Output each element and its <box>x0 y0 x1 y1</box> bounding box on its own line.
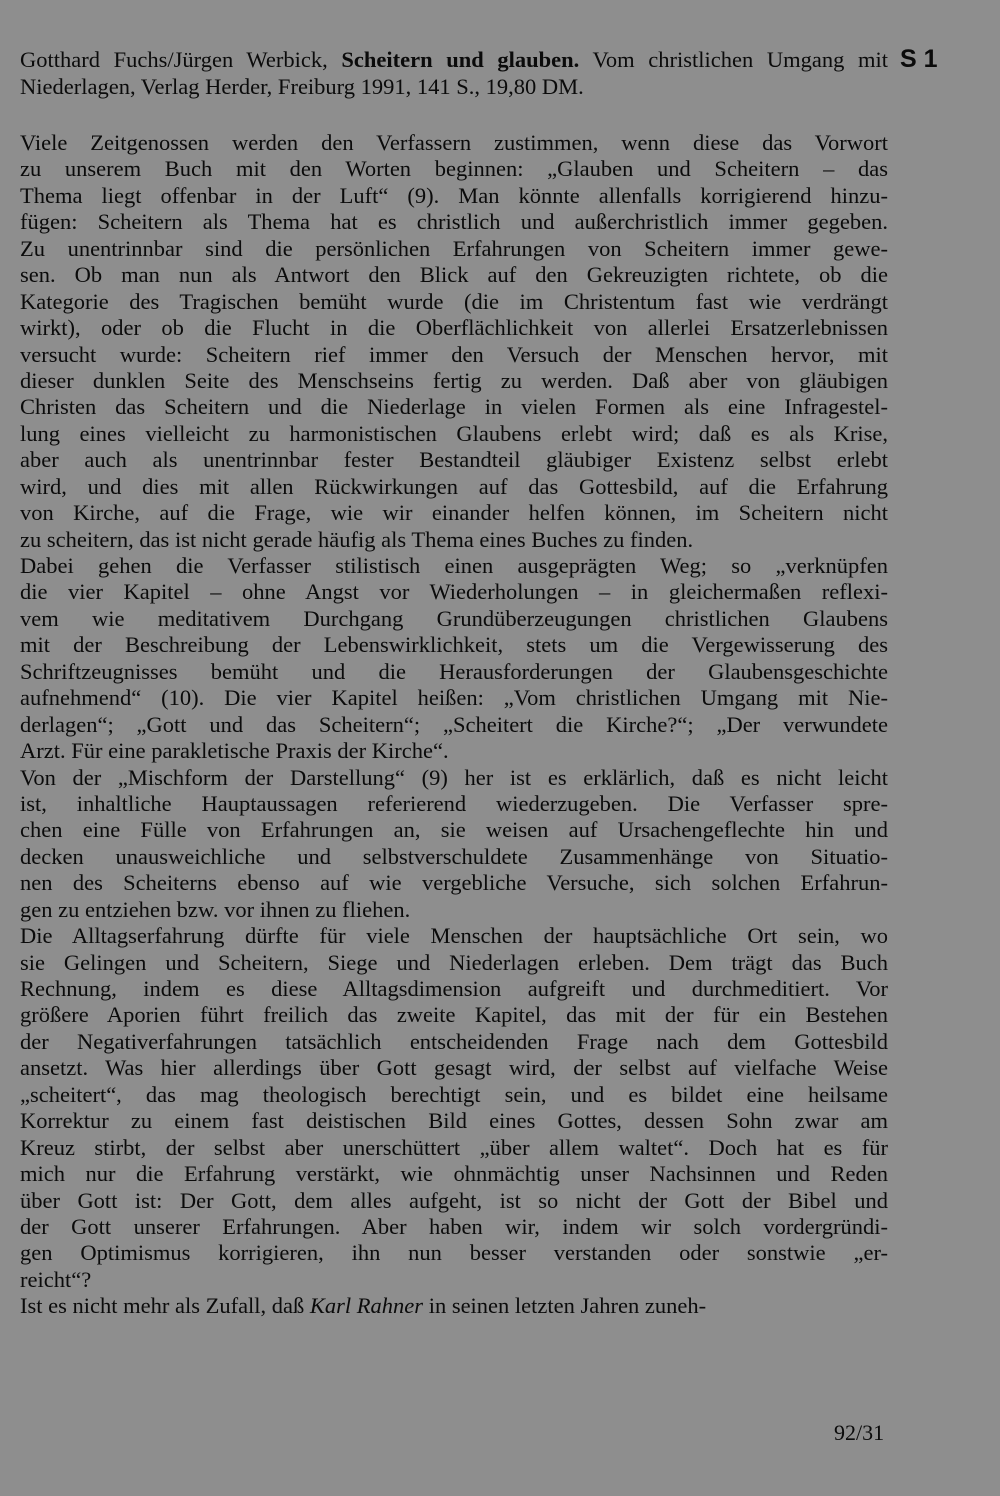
text-line: von Kirche, auf die Frage, wie wir einander helfen können, im Scheitern nicht <box>20 500 888 526</box>
text-line: wirkt), oder ob die Flucht in die Oberflächlichkeit von allerlei Ersatzerlebnissen <box>20 315 888 341</box>
review-lines <box>20 130 888 1293</box>
text-line: Schriftzeugnisses bemüht und die Herausforderungen der Glaubensgeschichte <box>20 658 888 684</box>
text-line: chen eine Fülle von Erfahrungen an, sie weisen auf Ursachengeflechte hin und <box>20 817 888 843</box>
text-line: lung eines vielleicht zu harmonistischen Glaubens erlebt wird; daß es als Krise, <box>20 420 888 446</box>
text-line: sen. Ob man nun als Antwort den Blick auf den Gekreuzigten richtete, ob die <box>20 262 888 288</box>
text-line: die vier Kapitel – ohne Angst vor Wiederholungen – in gleichermaßen reflexi- <box>20 579 888 605</box>
text-line: größere Aporien führt freilich das zweite Kapitel, das mit der für ein Bestehen <box>20 1002 888 1028</box>
text-line: fügen: Scheitern als Thema hat es christlich und außerchristlich immer gegeben. <box>20 209 888 235</box>
text-line: ist, inhaltliche Hauptaussagen referierend wiederzugeben. Die Verfasser spre- <box>20 790 888 816</box>
text-line: mich nur die Erfahrung verstärkt, wie ohnmächtig unser Nachsinnen und Reden <box>20 1161 888 1187</box>
text-line: gen zu entziehen bzw. vor ihnen zu fliehen. <box>20 896 411 922</box>
text-line: „scheitert“, das mag theologisch berechtigt sein, und es bildet eine heilsame <box>20 1081 888 1107</box>
section-label: S 1 <box>900 45 938 73</box>
text-line: Rechnung, indem es diese Alltagsdimension aufgreift und durchmeditiert. Vor <box>20 976 888 1001</box>
text-line: nen des Scheiterns ebenso auf wie vergebliche Versuche, sich solchen Erfahrun- <box>20 870 888 896</box>
citation-authors: Gotthard Fuchs/Jürgen Werbick, <box>20 47 328 72</box>
text-line: Korrektur zu einem fast deistischen Bild eines Gottes, dessen Sohn zwar am <box>20 1108 888 1134</box>
review-body <box>20 130 888 1320</box>
text-line: Thema liegt offenbar in der Luft“ (9). Man könnte allenfalls korrigierend hinzu- <box>20 182 888 208</box>
text-line: vem wie meditativem Durchgang Grundüberzeugungen christlichen Glaubens <box>20 605 888 631</box>
text-line: Zu unentrinnbar sind die persönlichen Erfahrungen von Scheitern immer gewe- <box>20 235 888 261</box>
text-line: zu unserem Buch mit den Worten beginnen: „Glauben und Scheitern – das <box>20 156 888 182</box>
book-title: Scheitern und glauben. <box>341 47 580 72</box>
page-number: 92/31 <box>834 1420 885 1445</box>
text-line: versucht wurde: Scheitern rief immer den Versuch der Menschen hervor, mit <box>20 341 888 367</box>
text-line: wird, und dies mit allen Rückwirkungen auf das Gottesbild, auf die Erfahrung <box>20 473 888 499</box>
author-name-emphasis: Karl Rahner <box>309 1293 424 1319</box>
citation-header <box>20 46 888 100</box>
text-line: Die Alltagserfahrung dürfte für viele Menschen der hauptsächliche Ort sein, wo <box>20 923 888 949</box>
text-line: ansetzt. Was hier allerdings über Gott gesagt wird, der selbst auf vielfache Weise <box>20 1055 888 1081</box>
citation-details: Vom christlichen Umgang mit Niederlagen, Verlag Herder, Freiburg 1991, 141 S., 19,80 DM. <box>20 47 889 99</box>
text-line: zu scheitern, das ist nicht gerade häufig als Thema eines Buches zu finden. <box>20 526 694 552</box>
text-line: Viele Zeitgenossen werden den Verfassern zustimmen, wenn diese das Vorwort <box>20 130 888 155</box>
text-line: über Gott ist: Der Gott, dem alles aufgeht, ist so nicht der Gott der Bibel und <box>20 1187 888 1213</box>
text-line: Arzt. Für eine parakletische Praxis der Kirche“. <box>20 738 449 764</box>
text-line: der Negativerfahrungen tatsächlich entscheidenden Frage nach dem Gottesbild <box>20 1028 888 1054</box>
text-line: mit der Beschreibung der Lebenswirklichkeit, stets um die Vergewisserung des <box>20 632 888 658</box>
text-line: Ist es nicht mehr als Zufall, daß Karl Rahner in seinen letzten Jahren zuneh- <box>20 1293 707 1319</box>
text-line: aber auch als unentrinnbar fester Bestandteil gläubiger Existenz selbst erlebt <box>20 447 888 473</box>
text-line: derlagen“; „Gott und das Scheitern“; „Scheitert die Kirche?“; „Der verwundete <box>20 711 888 737</box>
text-line: aufnehmend“ (10). Die vier Kapitel heißen: „Vom christlichen Umgang mit Nie- <box>20 685 888 711</box>
text-line: Von der „Mischform der Darstellung“ (9) her ist es erklärlich, daß es nicht leicht <box>20 764 888 790</box>
text-line: Christen das Scheitern und die Niederlage in vielen Formen als eine Infragestel- <box>20 394 888 420</box>
text-line: der Gott unserer Erfahrungen. Aber haben wir, indem wir solch vordergründi- <box>20 1213 888 1239</box>
text-line: Dabei gehen die Verfasser stilistisch einen ausgeprägten Weg; so „verknüpfen <box>20 553 888 578</box>
text-line: dieser dunklen Seite des Menschseins fertig zu werden. Daß aber von gläubigen <box>20 367 888 393</box>
text-line: Kreuz stirbt, der selbst aber unerschüttert „über allem waltet“. Doch hat es für <box>20 1134 888 1160</box>
text-line: sie Gelingen und Scheitern, Siege und Niederlagen erleben. Dem trägt das Buch <box>20 949 888 975</box>
text-line: decken unausweichliche und selbstverschuldete Zusammenhänge von Situatio- <box>20 843 888 869</box>
text-line: reicht“? <box>20 1266 92 1292</box>
text-line: Kategorie des Tragischen bemüht wurde (die im Christentum fast wie verdrängt <box>20 288 888 314</box>
text-line: gen Optimismus korrigieren, ihn nun besser verstanden oder sonstwie „er- <box>20 1240 888 1266</box>
